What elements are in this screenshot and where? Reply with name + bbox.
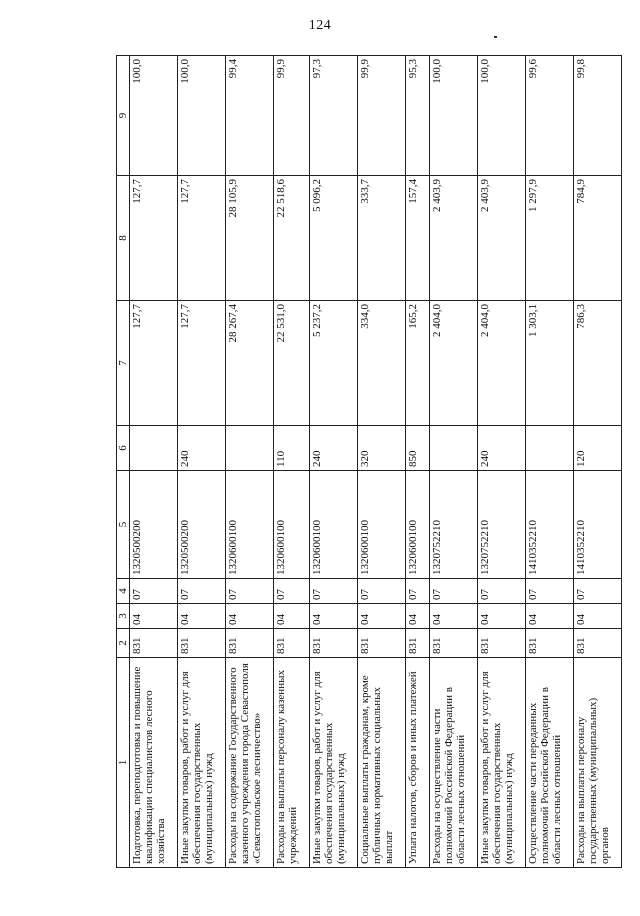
cell-expense-type: 120 (574, 426, 622, 471)
cell-plan: 22 531,0 (274, 301, 310, 426)
cell-section: 04 (274, 604, 310, 629)
table-row (310, 56, 358, 868)
cell-percent: 100,0 (130, 56, 178, 176)
cell-percent: 100,0 (430, 56, 478, 176)
cell-ministry: 831 (358, 629, 406, 658)
scan-speck (494, 36, 497, 38)
cell-subsection: 07 (226, 579, 274, 604)
cell-ministry: 831 (406, 629, 430, 658)
cell-target: 1320500200 (130, 471, 178, 579)
table-row (226, 56, 274, 868)
cell-percent: 95,3 (406, 56, 430, 176)
cell-section: 04 (574, 604, 622, 629)
cell-target: 1410352210 (526, 471, 574, 579)
cell-ministry: 831 (526, 629, 574, 658)
cell-target: 1320600100 (310, 471, 358, 579)
cell-percent: 99,9 (274, 56, 310, 176)
cell-target: 1320600100 (226, 471, 274, 579)
table-row (274, 56, 310, 868)
cell-percent: 97,3 (310, 56, 358, 176)
row-name: Осуществление части переданных полномочий Российской Федерации в области лесных отношений (526, 658, 574, 868)
row-name: Расходы на выплаты персоналу государственных (муниципальных) органов (574, 658, 622, 868)
cell-subsection: 07 (358, 579, 406, 604)
column-header: 1 (117, 658, 130, 868)
column-header: 9 (117, 56, 130, 176)
row-name: Иные закупки товаров, работ и услуг для обеспечения государственных (муниципальных) нужд (178, 658, 226, 868)
cell-target: 1320600100 (406, 471, 430, 579)
cell-subsection: 07 (310, 579, 358, 604)
cell-expense-type (130, 426, 178, 471)
cell-expense-type: 240 (478, 426, 526, 471)
table-header-row (117, 56, 130, 868)
cell-section: 04 (130, 604, 178, 629)
table-row (574, 56, 622, 868)
column-header: 5 (117, 471, 130, 579)
cell-actual: 157,4 (406, 176, 430, 301)
cell-subsection: 07 (430, 579, 478, 604)
cell-plan: 28 267,4 (226, 301, 274, 426)
cell-actual: 2 403,9 (430, 176, 478, 301)
column-header: 6 (117, 426, 130, 471)
cell-target: 1320600100 (274, 471, 310, 579)
column-header: 8 (117, 176, 130, 301)
cell-subsection: 07 (130, 579, 178, 604)
row-name: Подготовка, переподготовка и повышение квалификации специалистов лесного хозяйства (130, 658, 178, 868)
row-name: Расходы на содержание Государственного казенного учреждения города Севастополя «Севастопольское лесничество» (226, 658, 274, 868)
cell-ministry: 831 (226, 629, 274, 658)
cell-subsection: 07 (574, 579, 622, 604)
cell-ministry: 831 (274, 629, 310, 658)
cell-subsection: 07 (274, 579, 310, 604)
cell-actual: 22 518,6 (274, 176, 310, 301)
cell-expense-type: 240 (178, 426, 226, 471)
row-name: Социальные выплаты гражданам, кроме публичных нормативных социальных выплат (358, 658, 406, 868)
table-row (178, 56, 226, 868)
cell-actual: 28 105,9 (226, 176, 274, 301)
cell-subsection: 07 (478, 579, 526, 604)
cell-actual: 127,7 (178, 176, 226, 301)
cell-section: 04 (526, 604, 574, 629)
page-number: 124 (308, 18, 332, 33)
cell-ministry: 831 (130, 629, 178, 658)
cell-percent: 99,4 (226, 56, 274, 176)
column-header: 7 (117, 301, 130, 426)
cell-actual: 2 403,9 (478, 176, 526, 301)
table-row (526, 56, 574, 868)
row-name: Расходы на выплаты персоналу казенных учреждений (274, 658, 310, 868)
column-header: 3 (117, 604, 130, 629)
cell-percent: 99,6 (526, 56, 574, 176)
cell-subsection: 07 (406, 579, 430, 604)
cell-ministry: 831 (430, 629, 478, 658)
column-header: 2 (117, 629, 130, 658)
table-row (358, 56, 406, 868)
table-row (478, 56, 526, 868)
cell-section: 04 (310, 604, 358, 629)
cell-plan: 1 303,1 (526, 301, 574, 426)
table-frame (116, 56, 611, 868)
cell-plan: 165,2 (406, 301, 430, 426)
cell-ministry: 831 (574, 629, 622, 658)
cell-plan: 127,7 (130, 301, 178, 426)
cell-actual: 333,7 (358, 176, 406, 301)
cell-target: 1320752210 (478, 471, 526, 579)
cell-expense-type (226, 426, 274, 471)
cell-section: 04 (478, 604, 526, 629)
cell-ministry: 831 (310, 629, 358, 658)
row-name: Расходы на осуществление части полномочий Российской Федерации в области лесных отношений (430, 658, 478, 868)
column-header: 4 (117, 579, 130, 604)
cell-ministry: 831 (478, 629, 526, 658)
table-row (406, 56, 430, 868)
cell-plan: 2 404,0 (478, 301, 526, 426)
cell-target: 1320600100 (358, 471, 406, 579)
cell-percent: 99,8 (574, 56, 622, 176)
cell-actual: 5 096,2 (310, 176, 358, 301)
cell-expense-type (430, 426, 478, 471)
budget-table (116, 55, 622, 868)
row-name: Уплата налогов, сборов и иных платежей (406, 658, 430, 868)
cell-target: 1320500200 (178, 471, 226, 579)
cell-actual: 127,7 (130, 176, 178, 301)
cell-expense-type: 850 (406, 426, 430, 471)
cell-expense-type: 110 (274, 426, 310, 471)
cell-target: 1410352210 (574, 471, 622, 579)
cell-plan: 2 404,0 (430, 301, 478, 426)
row-name: Иные закупки товаров, работ и услуг для обеспечения государственных (муниципальных) нужд (310, 658, 358, 868)
cell-expense-type (526, 426, 574, 471)
cell-percent: 99,9 (358, 56, 406, 176)
table-row (430, 56, 478, 868)
cell-percent: 100,0 (178, 56, 226, 176)
cell-target: 1320752210 (430, 471, 478, 579)
cell-plan: 786,3 (574, 301, 622, 426)
cell-actual: 784,9 (574, 176, 622, 301)
cell-ministry: 831 (178, 629, 226, 658)
cell-percent: 100,0 (478, 56, 526, 176)
cell-subsection: 07 (178, 579, 226, 604)
cell-plan: 334,0 (358, 301, 406, 426)
table-row (130, 56, 178, 868)
cell-section: 04 (430, 604, 478, 629)
cell-expense-type: 240 (310, 426, 358, 471)
cell-plan: 127,7 (178, 301, 226, 426)
cell-section: 04 (178, 604, 226, 629)
cell-subsection: 07 (526, 579, 574, 604)
cell-section: 04 (358, 604, 406, 629)
cell-section: 04 (226, 604, 274, 629)
cell-section: 04 (406, 604, 430, 629)
row-name: Иные закупки товаров, работ и услуг для обеспечения государственных (муниципальных) нужд (478, 658, 526, 868)
cell-actual: 1 297,9 (526, 176, 574, 301)
rotated-table-container (116, 56, 611, 868)
cell-expense-type: 320 (358, 426, 406, 471)
cell-plan: 5 237,2 (310, 301, 358, 426)
